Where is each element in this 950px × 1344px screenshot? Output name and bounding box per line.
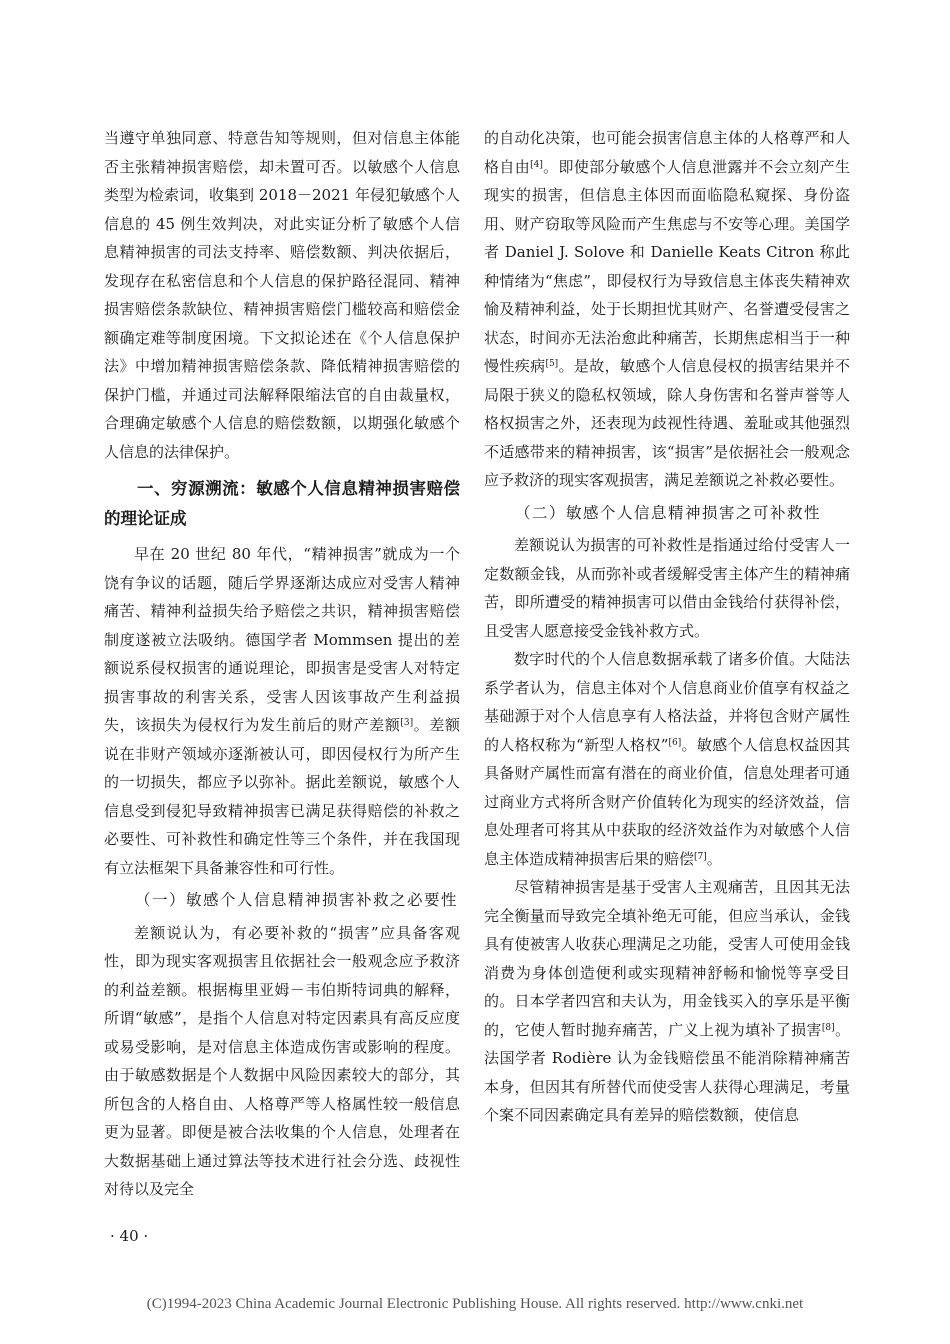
citation: [8] (821, 1022, 835, 1033)
citation: [4] (530, 159, 543, 170)
paragraph: 差额说认为损害的可补救性是指通过给付受害人一定数额金钱，从而弥补或者缓解受害主体产生的精神痛苦，即所遭受的精神损害可以借由金钱给付获得补偿，且受害人愿意接受金钱补救方式。 (484, 536, 850, 640)
citation: [7] (694, 851, 707, 862)
citation: [6] (668, 737, 682, 748)
paragraph: 尽管精神损害是基于受害人主观痛苦，且因其无法完全衡量而导致完全填补绝无可能，但应当承认，金钱具有使被害人收获心理满足之功能，受害人可使用金钱消费为身体创造便利或实现精神舒畅和愉悦等享受目的。日本学者四宫和夫认为，用金钱买入的享乐是平衡的，它使人暂时抛弃痛苦，广义上视为填补了损害[8]。法国学者 Rodière 认为金钱赔偿虽不能消除精神痛苦本身，但因其有所替代而使受害人获得心理满足，考量个案不同因素确定具有差异的赔偿数额，使信息 (484, 878, 850, 1124)
paragraph: 早在 20 世纪 80 年代，“精神损害”就成为一个饶有争议的话题，随后学界逐渐达成应对受害人精神痛苦、精神利益损失给予赔偿之共识，精神损害赔偿制度遂被立法吸纳。德国学者 Mommsen 提出的差额说系侵权损害的通说理论，即损害是受害人对特定损害事故的利害关系，受害人因该事故产生利益损失，该损失为侵权行为发生前后的财产差额[3]。差额说在非财产领域亦逐渐被认可，即因侵权行为所产生的一切损失，都应予以弥补。据此差额说，敏感个人信息受到侵犯导致精神损害已满足获得赔偿的补救之必要性、可补救性和确定性等三个条件，并在我国现有立法框架下具备兼容性和可行性。 (104, 545, 460, 877)
citation: [5] (545, 359, 559, 369)
citation: [3] (400, 718, 414, 728)
paragraph: 当遵守单独同意、特意告知等规则，但对信息主体能否主张精神损害赔偿，却未置可否。以敏感个人信息类型为检索词，收集到 2018－2021 年侵犯敏感个人信息的 45 例生效判决，对此实证分析了敏感个人信息精神损害的司法支持率、赔偿数额、判决依据后，发现存在私密信息和个人信息的保护路径混同、精神损害赔偿条款缺位、精神损害赔偿门槛较高和赔偿金额确定难等制度困境。下文拟论述在《个人信息保护法》中增加精神损害赔偿条款、降低精神损害赔偿的保护门槛，并通过司法解释限缩法官的自由裁量权，合理确定敏感个人信息的赔偿数额，以期强化敏感个人信息的法律保护。 (104, 129, 460, 461)
right-column (484, 124, 850, 1130)
copyright-footer: (C)1994-2023 China Academic Journal Electronic Publishing House. All rights reserved. http://www.cnki.net (146, 1296, 804, 1312)
paragraph: 差额说认为，有必要补救的“损害”应具备客观性，即为现实客观损害且依据社会一般观念应予救济的利益差额。根据梅里亚姆－韦伯斯特词典的解释，所谓“敏感”，是指个人信息对特定因素具有高反应度或易受影响，是对信息主体造成伤害或影响的程度。由于敏感数据是个人数据中风险因素较大的部分，其所包含的人格自由、人格尊严等人格属性较一般信息更为显著。即便是被合法收集的个人信息，处理者在大数据基础上通过算法等技术进行社会分选、歧视性对待以及完全 (104, 923, 460, 1198)
subsection-heading: （二）敏感个人信息精神损害之可补救性 (515, 503, 822, 522)
paragraph: 的自动化决策，也可能会损害信息主体的人格尊严和人格自由[4]。即使部分敏感个人信息泄露并不会立刻产生现实的损害，但信息主体因而面临隐私窥探、身份盗用、财产窃取等风险而产生焦虑与不安等心理。美国学者 Daniel J. Solove 和 Danielle Keats Citron 称此种情绪为“焦虑”，即侵权行为导致信息主体丧失精神欢愉及精神利益，处于长期担忧其财产、名誉遭受侵害之状态，时间亦无法治愈此种痛苦，长期焦虑相当于一种慢性疾病[5]。是故，敏感个人信息侵权的损害结果并不局限于狭义的隐私权领域，除人身伤害和名誉声誉等人格权损害之外，还表现为歧视性待遇、羞耻或其他强烈不适感带来的精神损害，该“损害”是依据社会一般观念应予救济的现实客观损害，满足差额说之补救必要性。 (484, 129, 850, 489)
subsection-heading: （一）敏感个人信息精神损害补救之必要性 (135, 891, 459, 909)
page-number: · 40 · (110, 1227, 149, 1245)
left-column (104, 124, 460, 1204)
paragraph: 数字时代的个人信息数据承载了诸多价值。大陆法系学者认为，信息主体对个人信息商业价值享有权益之基础源于对个人信息享有人格法益，并将包含财产属性的人格权称为“新型人格权”[6]。敏感个人信息权益因其具备财产属性而富有潜在的商业价值，信息处理者可通过商业方式将所含财产价值转化为现实的经济效益，信息处理者可将其从中获取的经济效益作为对敏感个人信息主体造成精神损害后果的赔偿[7]。 (484, 650, 850, 868)
section-heading: 一、穷源溯流：敏感个人信息精神损害赔偿的理论证成 (104, 479, 460, 528)
